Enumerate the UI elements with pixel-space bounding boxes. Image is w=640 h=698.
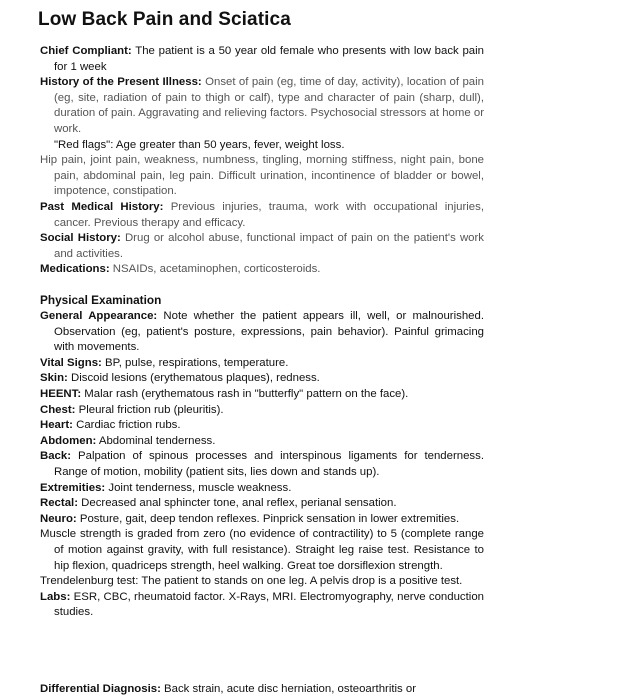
differential-section: [40, 682, 484, 698]
entry-text: Drug or alcohol abuse, functional impact of pain on the patient's work and activities.: [54, 232, 484, 260]
back: [40, 449, 484, 480]
heent: [40, 387, 484, 403]
entry-text: Cardiac friction rubs.: [72, 419, 181, 432]
review-of-systems: [40, 153, 484, 200]
entry-label: Labs:: [40, 590, 71, 603]
physical-exam-heading: [40, 293, 484, 309]
entry-text: BP, pulse, respirations, temperature.: [101, 356, 289, 369]
entry-label: Chief Compliant:: [40, 45, 132, 57]
history-section: [40, 44, 484, 278]
entry-text: Joint tenderness, muscle weakness.: [105, 481, 292, 494]
past-medical-history: [40, 200, 484, 231]
extremities: [40, 481, 484, 497]
entry-text: Hip pain, joint pain, weakness, numbness, tingling, morning stiffness, night pain, bone pain, abdominal pain, leg pain. Difficult urination, incontinence of bladder or bowel, impotence, constipation.: [40, 154, 484, 198]
entry-text: Note whether the patient appears ill, well, or malnourished. Observation (eg, patient's posture, expressions, pain behavior). Painful grimacing with movements.: [54, 310, 484, 354]
entry-text: Malar rash (erythematous rash in "butterfly" pattern on the face).: [81, 387, 409, 400]
entry-label: Back:: [40, 450, 72, 463]
chest: [40, 403, 484, 419]
entry-text: Previous injuries, trauma, work with occupational injuries, cancer. Previous therapy and efficacy.: [54, 200, 484, 229]
skin: [40, 371, 484, 387]
page-title: Low Back Pain and Sciatica: [38, 9, 291, 30]
muscle-strength: [40, 527, 484, 574]
entry-text: Palpation of spinous processes and interspinous ligaments for tenderness. Range of motion, mobility (patient sits, lies down and stands up).: [54, 450, 484, 478]
chief-complaint: [40, 44, 484, 75]
entry-text: The patient is a 50 year old female who presents with low back pain for 1 week: [54, 45, 485, 73]
entry-label: HEENT:: [40, 387, 82, 400]
entry-text: Back strain, acute disc herniation, osteoarthritis or: [160, 683, 417, 695]
entry-label: History of the Present Illness:: [40, 76, 202, 89]
entry-label: Social History:: [40, 232, 121, 245]
physical-exam-section: [40, 309, 484, 621]
abdomen: [40, 434, 484, 450]
entry-text: Posture, gait, deep tendon reflexes. Pinprick sensation in lower extremities.: [76, 512, 460, 525]
medications: [40, 262, 484, 278]
history-present-illness: [40, 75, 484, 137]
entry-label: Past Medical History:: [40, 200, 164, 213]
entry-text: "Red flags": Age greater than 50 years, fever, weight loss.: [54, 138, 345, 151]
rectal: [40, 496, 484, 512]
entry-text: Muscle strength is graded from zero (no evidence of contractility) to 5 (complete range of motion against gravity, with full resistance). Straight leg raise test. Resistance to hip flexion, quadriceps strength, heel walking. Great toe dorsiflexion strength.: [40, 528, 484, 572]
entry-text: Decreased anal sphincter tone, anal reflex, perianal sensation.: [77, 497, 397, 510]
social-history: [40, 231, 484, 262]
entry-text: Trendelenburg test: The patient to stands on one leg. A pelvis drop is a positive test.: [40, 575, 463, 588]
red-flags: [40, 138, 484, 154]
labs: [40, 590, 484, 621]
general-appearance: [40, 309, 484, 356]
differential-diagnosis: [40, 682, 484, 698]
entry-label: Neuro:: [40, 512, 77, 525]
trendelenburg: [40, 574, 484, 590]
entry-text: Abdominal tenderness.: [96, 434, 216, 447]
vital-signs: [40, 356, 484, 372]
entry-text: ESR, CBC, rheumatoid factor. X-Rays, MRI. Electromyography, nerve conduction studies.: [54, 590, 484, 619]
entry-label: Abdomen:: [40, 434, 97, 447]
entry-label: Skin:: [40, 372, 68, 385]
entry-label: Vital Signs:: [40, 356, 102, 369]
entry-text: Onset of pain (eg, time of day, activity), location of pain (eg, site, radiation of pain to thigh or calf), type and character of pain (sharp, dull), duration of pain. Aggravating and relieving factors. Psychosocial stressors at home or work.: [54, 76, 484, 135]
entry-label: General Appearance:: [40, 310, 158, 322]
entry-label: Rectal:: [40, 497, 78, 510]
entry-label: Medications:: [40, 263, 110, 276]
entry-label: Differential Diagnosis:: [40, 683, 161, 695]
heart: [40, 418, 484, 434]
section-heading: Physical Examination: [40, 293, 162, 307]
entry-text: NSAIDs, acetaminophen, corticosteroids.: [109, 263, 321, 276]
entry-label: Extremities:: [40, 481, 106, 494]
entry-text: Pleural friction rub (pleuritis).: [75, 403, 224, 416]
entry-text: Discoid lesions (erythematous plaques), redness.: [67, 372, 320, 385]
neuro: [40, 512, 484, 528]
entry-label: Chest:: [40, 403, 76, 416]
entry-label: Heart:: [40, 419, 73, 432]
